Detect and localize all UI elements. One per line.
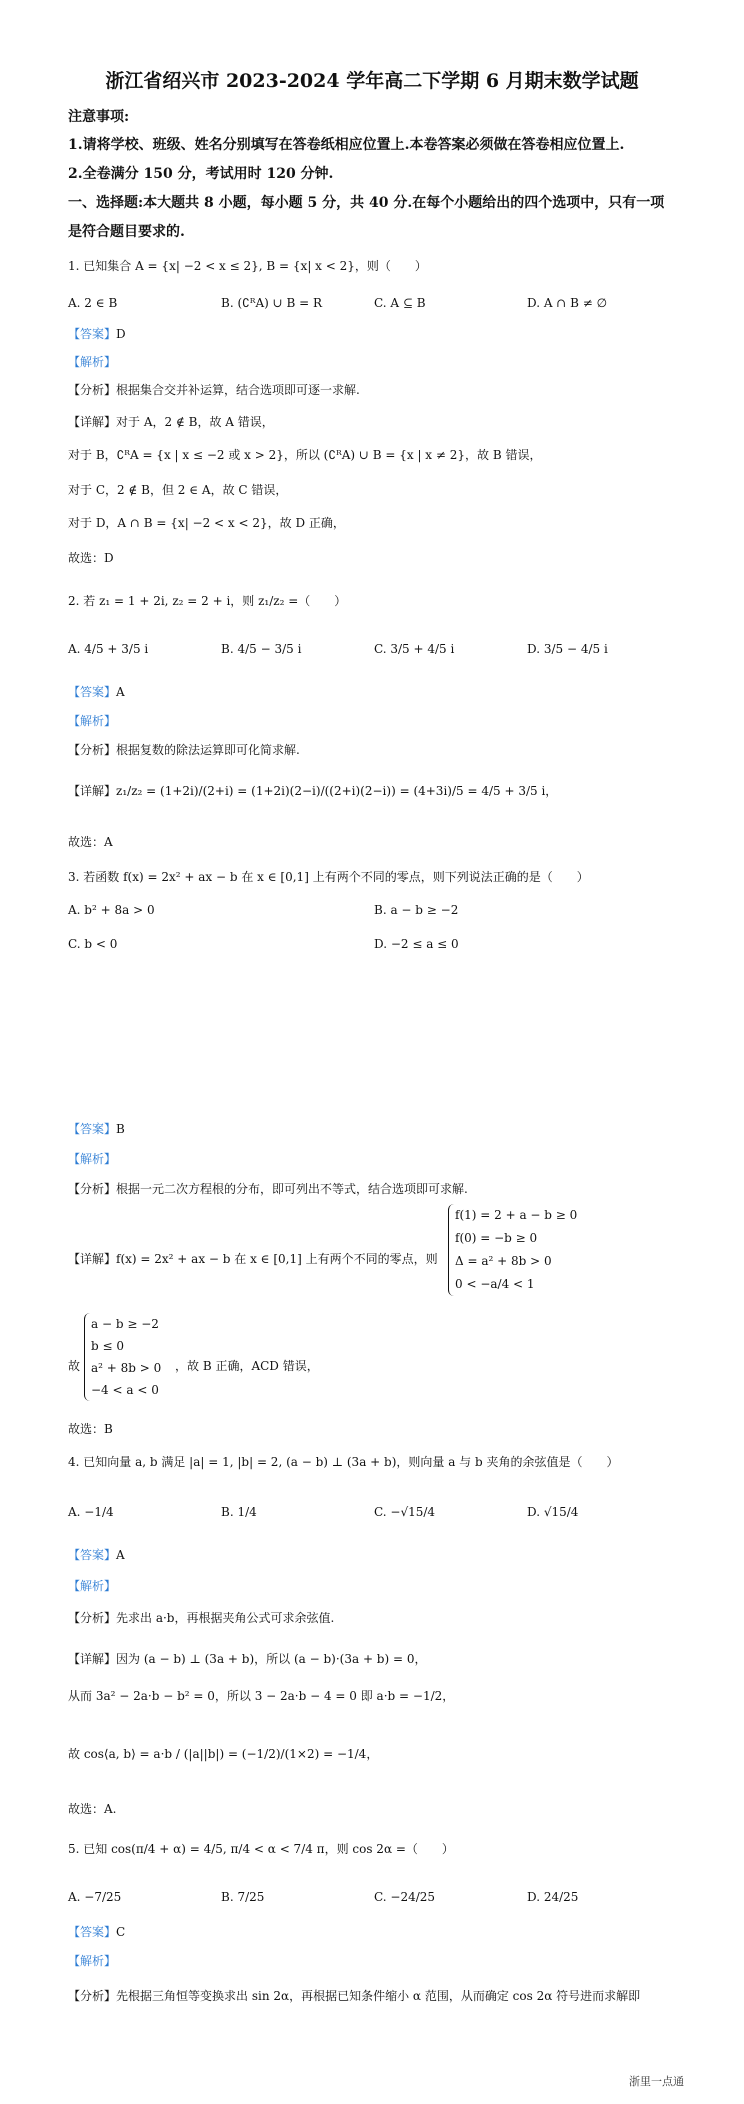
q4-answer-value: A	[116, 1548, 125, 1562]
answer-tag: 【答案】	[68, 1925, 117, 1939]
q2-conclusion: 故选：A	[68, 835, 113, 849]
q1-detail-4: 对于 D，A ∩ B = {x| −2 < x < 2}，故 D 正确，	[68, 516, 345, 530]
q1-stem: 1. 已知集合 A = {x| −2 < x ≤ 2}, B = {x| x < 2}，则（ ）	[68, 259, 427, 273]
q5-option-a: A. −7/25	[68, 1890, 122, 1904]
fenxi-tag: 【分析】	[68, 1611, 117, 1625]
q4-stem: 4. 已知向量 a, b 满足 |a| = 1, |b| = 2, (a − b) ⊥ (3a + b)，则向量 a 与 b 夹角的余弦值是（ ）	[68, 1455, 619, 1469]
q1-detail-1	[68, 413, 274, 430]
fenxi-tag: 【分析】	[68, 1182, 117, 1196]
q2-answer	[68, 683, 125, 700]
q3-system-1-row: 0 < −a/4 < 1	[455, 1277, 535, 1291]
q2-fenxi-text: 根据复数的除法运算即可化简求解.	[116, 743, 300, 757]
q3-fenxi-text: 根据一元二次方程根的分布，即可列出不等式，结合选项即可求解.	[116, 1182, 468, 1196]
q3-system-1-row: Δ = a² + 8b > 0	[455, 1254, 552, 1268]
answer-tag: 【答案】	[68, 1122, 117, 1136]
q1-detail-1-text: 对于 A，2 ∉ B，故 A 错误，	[116, 415, 274, 429]
xiangjie-tag: 【详解】	[68, 1252, 117, 1266]
q4-detail-1	[68, 1650, 427, 1667]
q2-option-b: B. 4/5 − 3/5 i	[221, 642, 302, 656]
q1-answer	[68, 325, 126, 342]
q2-option-d: D. 3/5 − 4/5 i	[527, 642, 608, 656]
q5-stem: 5. 已知 cos(π/4 + α) = 4/5, π/4 < α < 7/4 π，则 cos 2α =（ ）	[68, 1842, 454, 1856]
q3-system-1-row: f(0) = −b ≥ 0	[455, 1231, 538, 1245]
q3-answer	[68, 1120, 125, 1137]
notice-item-2: 2.全卷满分 150 分，考试用时 120 分钟.	[68, 166, 334, 182]
q3-option-d: D. −2 ≤ a ≤ 0	[374, 937, 459, 951]
q2-stem: 2. 若 z₁ = 1 + 2i, z₂ = 2 + i，则 z₁/z₂ =（ ）	[68, 594, 347, 608]
fenxi-tag: 【分析】	[68, 1989, 117, 2003]
q3-option-a: A. b² + 8a > 0	[68, 903, 155, 917]
q4-answer	[68, 1546, 125, 1563]
q2-option-c: C. 3/5 + 4/5 i	[374, 642, 455, 656]
q5-option-b: B. 7/25	[221, 1890, 265, 1904]
notice-item-1: 1.请将学校、班级、姓名分别填写在答卷纸相应位置上.本卷答案必须做在答卷相应位置上.	[68, 137, 625, 153]
q3-fenxi	[68, 1180, 468, 1197]
answer-tag: 【答案】	[68, 327, 117, 341]
q1-conclusion: 故选：D	[68, 551, 114, 565]
q4-option-b: B. 1/4	[221, 1505, 257, 1519]
q3-system-1	[448, 1204, 577, 1296]
q5-option-c: C. −24/25	[374, 1890, 436, 1904]
q5-answer-value: C	[116, 1925, 126, 1939]
q4-option-c: C. −√15/4	[374, 1505, 436, 1519]
q3-option-c: C. b < 0	[68, 937, 118, 951]
q4-detail-3: 故 cos⟨a, b⟩ = a·b / (|a||b|) = (−1/2)/(1×2) = −1/4，	[68, 1747, 379, 1761]
q3-result: ，故 B 正确，ACD 错误，	[175, 1359, 319, 1373]
q1-option-d: D. A ∩ B ≠ ∅	[527, 296, 608, 310]
q4-option-a: A. −1/4	[68, 1505, 114, 1519]
q3-detail-text: f(x) = 2x² + ax − b 在 x ∈ [0,1] 上有两个不同的零点，则	[116, 1252, 438, 1266]
q5-answer	[68, 1923, 125, 1940]
q1-answer-value: D	[116, 327, 126, 341]
q4-detail-1-text: 因为 (a − b) ⊥ (3a + b)，所以 (a − b)·(3a + b) = 0，	[116, 1652, 427, 1666]
fenxi-tag: 【分析】	[68, 743, 117, 757]
answer-tag: 【答案】	[68, 1548, 117, 1562]
q3-system-2	[84, 1313, 161, 1401]
q3-detail	[68, 1250, 438, 1267]
q1-fenxi	[68, 381, 360, 398]
q3-conclusion: 故选：B	[68, 1422, 113, 1436]
footer-brand: 浙里一点通	[629, 2075, 684, 2088]
q3-system-2-row: a² + 8b > 0	[91, 1361, 162, 1375]
q2-option-a: A. 4/5 + 3/5 i	[68, 642, 149, 656]
page-title: 浙江省绍兴市 2023-2024 学年高二下学期 6 月期末数学试题	[105, 70, 639, 92]
fenxi-tag: 【分析】	[68, 383, 117, 397]
q3-system-2-row: −4 < a < 0	[91, 1383, 159, 1397]
xiangjie-tag: 【详解】	[68, 415, 117, 429]
q2-answer-value: A	[116, 685, 125, 699]
q3-system-2-row: a − b ≥ −2	[91, 1317, 159, 1331]
q3-option-b: B. a − b ≥ −2	[374, 903, 459, 917]
q1-option-a: A. 2 ∈ B	[68, 296, 118, 310]
q1-option-b: B. (∁ᴿA) ∪ B = R	[221, 296, 323, 310]
q3-analysis-tag: 【解析】	[68, 1152, 117, 1166]
q3-answer-value: B	[116, 1122, 125, 1136]
section1-line2: 是符合题目要求的.	[68, 224, 185, 240]
q3-gu: 故	[68, 1359, 81, 1373]
q3-stem: 3. 若函数 f(x) = 2x² + ax − b 在 x ∈ [0,1] 上有两个不同的零点，则下列说法正确的是（ ）	[68, 870, 589, 884]
q2-fenxi	[68, 741, 300, 758]
q5-option-d: D. 24/25	[527, 1890, 579, 1904]
q4-detail-2: 从而 3a² − 2a·b − b² = 0，所以 3 − 2a·b − 4 = 0 即 a·b = −1/2，	[68, 1689, 455, 1703]
q1-fenxi-text: 根据集合交并补运算，结合选项即可逐一求解.	[116, 383, 360, 397]
q1-analysis-tag: 【解析】	[68, 355, 117, 369]
notice-heading: 注意事项:	[68, 109, 130, 125]
q4-conclusion: 故选：A.	[68, 1802, 117, 1816]
q1-detail-2: 对于 B，∁ᴿA = {x | x ≤ −2 或 x > 2}，所以 (∁ᴿA) ∪ B = {x | x ≠ 2}，故 B 错误，	[68, 448, 542, 462]
q1-detail-3: 对于 C，2 ∉ B，但 2 ∈ A，故 C 错误，	[68, 483, 288, 497]
answer-tag: 【答案】	[68, 685, 117, 699]
xiangjie-tag: 【详解】	[68, 1652, 117, 1666]
section1-line1: 一、选择题:本大题共 8 小题，每小题 5 分，共 40 分.在每个小题给出的四个选项中，只有一项	[68, 195, 665, 211]
q3-system-1-row: f(1) = 2 + a − b ≥ 0	[455, 1208, 578, 1222]
q4-option-d: D. √15/4	[527, 1505, 579, 1519]
q5-analysis-tag: 【解析】	[68, 1954, 117, 1968]
q1-option-c: C. A ⊆ B	[374, 296, 426, 310]
q5-fenxi	[68, 1987, 640, 2004]
q4-analysis-tag: 【解析】	[68, 1579, 117, 1593]
q2-analysis-tag: 【解析】	[68, 714, 117, 728]
xiangjie-tag: 【详解】	[68, 784, 117, 798]
q2-detail	[68, 782, 557, 799]
q4-fenxi	[68, 1609, 334, 1626]
q4-fenxi-text: 先求出 a·b，再根据夹角公式可求余弦值.	[116, 1611, 335, 1625]
q5-fenxi-text: 先根据三角恒等变换求出 sin 2α，再根据已知条件缩小 α 范围，从而确定 cos 2α 符号进而求解即	[116, 1989, 641, 2003]
q2-detail-text: z₁/z₂ = (1+2i)/(2+i) = (1+2i)(2−i)/((2+i)(2−i)) = (4+3i)/5 = 4/5 + 3/5 i，	[116, 784, 558, 798]
q3-system-2-row: b ≤ 0	[91, 1339, 124, 1353]
